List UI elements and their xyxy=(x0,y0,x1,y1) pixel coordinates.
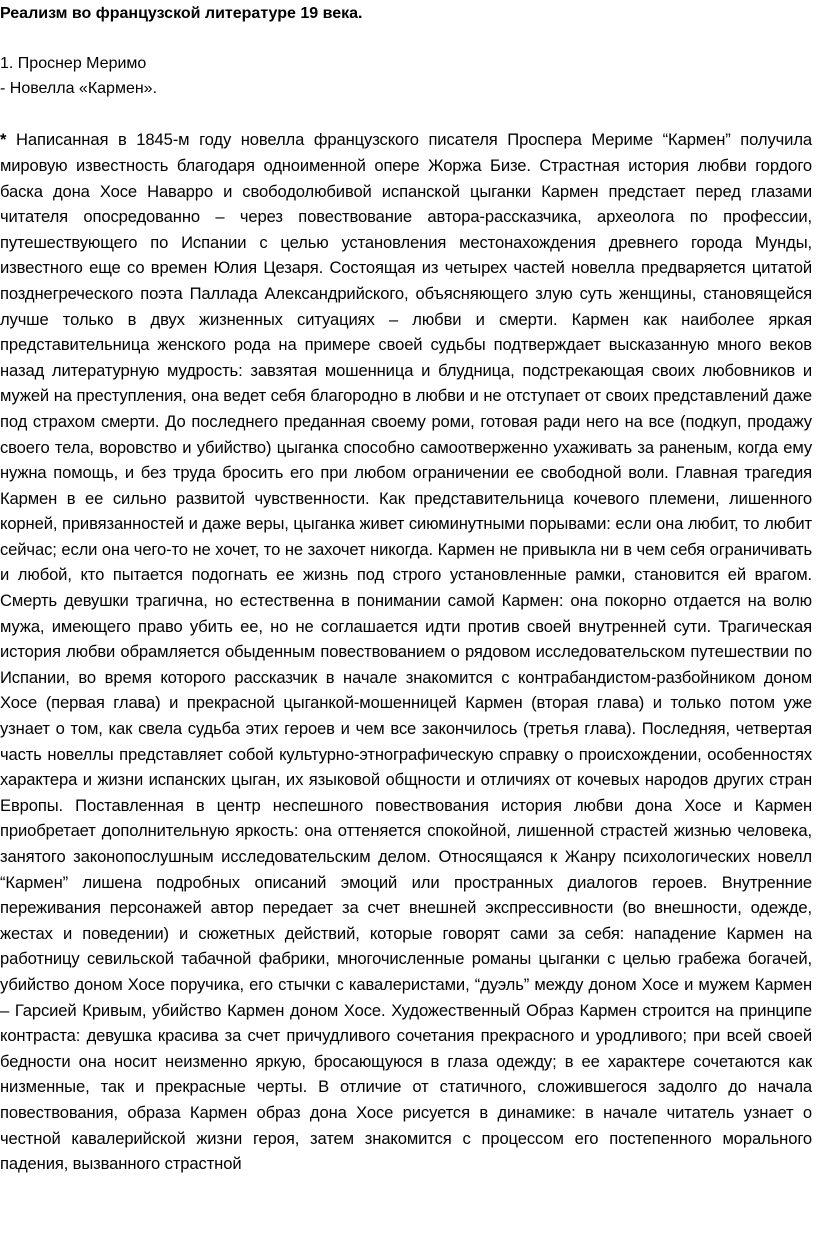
blank-line xyxy=(0,25,816,51)
section-heading: 1. Проснер Меримо xyxy=(0,54,147,72)
subheading: - Новелла «Кармен». xyxy=(0,80,158,98)
paragraph-marker: * xyxy=(0,130,7,150)
paragraph-text: Написанная в 1845-м году новелла французского писателя Проспера Мериме “Кармен” получила мировую известность благодаря одноименной опере Жоржа Бизе. Страстная история любви гордого баска дона Хосе Наварро и свободолюбивой испанской цыганки Кармен предстает перед глазами читателя опосредованно – через повествование автора-рассказчика, археолога по профессии, путешествующего по Испании с целью установления местонахождения древнего города Мунды, известного еще со времен Юлия Цезаря. Состоящая из четырех частей новелла предваряется цитатой позднегреческого поэта Паллада Александрийского, объясняющего злую суть женщины, становящейся лучше только в двух жизненных ситуациях – любви и смерти. Кармен как наиболее яркая представительница женского рода на примере своей судьбы подтверждает высказанную много веков назад литературную мудрость: завзятая мошенница и блудница, подстрекающая своих любовников и мужей на преступления, она ведет себя благородно в любви и не отступает от своих представлений даже под страхом смерти. До последнего преданная своему роми, готовая ради него на все (подкуп, продажу своего тела, воровство и убийство) цыганка способно самоотверженно ухаживать за раненым, когда ему нужна помощь, и без труда бросить его при любом ограничении ее свободной воли. Главная трагедия Кармен в ее сильно развитой чувственности. Как представительница кочевого племени, лишенного корней, привязанностей и даже веры, цыганка живет сиюминутными порывами: если она любит, то любит сейчас; если она чего-то не хочет, то не захочет никогда. Кармен не привыкла ни в чем себя ограничивать и любой, кто пытается подогнать ее жизнь под строго установленные рамки, становится ей врагом. Смерть девушки трагична, но естественна в понимании самой Кармен: она покорно отдается на волю мужа, имеющего право убить ее, но не соглашается идти против своей внутренней сути. Трагическая история любви обрамляется обыденным повествованием о рядовом исследовательском путешествии по Испании, во время которого рассказчик в начале знакомится с контрабандистом-разбойником доном Хосе (первая глава) и прекрасной цыганкой-мошенницей Кармен (вторая глава) и только потом уже узнает о том, как свела судьба этих героев и чем все закончилось (третья глава). Последняя, четвертая часть новеллы представляет собой культурно-этнографическую справку о происхождении, особенностях характера и жизни испанских цыган, их языковой общности и отличиях от кочевых народов других стран Европы. Поставленная в центр неспешного повествования история любви дона Хосе и Кармен приобретает дополнительную яркость: она оттеняется спокойной, лишенной страстей жизнью человека, занятого законопослушным исследовательским делом. Относящаяся к Жанру психологических новелл “Кармен” лишена подробных описаний эмоций или пространных диалогов героев. Внутренние переживания персонажей автор передает за счет внешней экспрессивности (во внешности, одежде, жестах и поведении) и сюжетных действий, которые говорят сами за себя: нападение Кармен на работницу севильской табачной фабрики, многочисленные романы цыганки с целью грабежа богачей, убийство доном Хосе поручика, его стычки с кавалеристами, “дуэль” между доном Хосе и мужем Кармен – Гарсией Кривым, убийство Кармен доном Хосе. Художественный Образ Кармен строится на принципе контраста: девушка красива за счет причудливого сочетания прекрасного и уродливого; при всей своей бедности она носит неизменно яркую, бросающуюся в глаза одежду; в ее характере сочетаются как низменные, так и прекрасные черты. В отличие от статичного, сложившегося задолго до начала повествования, образа Кармен образ дона Хосе рисуется в динамике: в начале читатель узнает о честной кавалерийской жизни героя, затем знакомится с процессом его постепенного морального падения, вызванного страстной xyxy=(0,130,812,1174)
blank-line xyxy=(0,102,816,128)
document-title: Реализм во французской литературе 19 века. xyxy=(0,5,363,22)
body-paragraph xyxy=(0,127,812,1176)
